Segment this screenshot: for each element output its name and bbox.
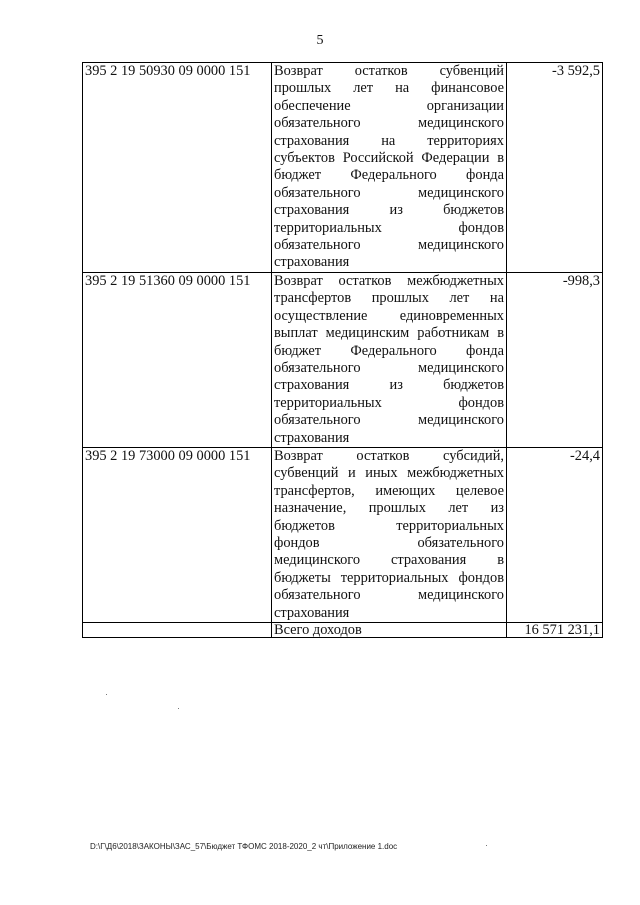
- description-line: обязательного медицинского: [274, 115, 504, 132]
- scan-speck: [486, 845, 487, 846]
- budget-code-cell: 395 2 19 73000 09 0000 151: [83, 447, 272, 622]
- description-line: страхования из бюджетов: [274, 202, 504, 219]
- budget-code-cell: 395 2 19 51360 09 0000 151: [83, 272, 272, 447]
- description-line: страхования: [274, 604, 350, 621]
- description-line: Возврат остатков субсидий,: [274, 447, 504, 464]
- description-line: прошлых лет на финансовое: [274, 80, 504, 97]
- description-cell: [272, 272, 507, 447]
- description-cell: [272, 447, 507, 622]
- description-line: бюджеты территориальных фондов: [274, 569, 504, 586]
- description-line: Возврат остатков межбюджетных: [274, 272, 504, 289]
- file-path-footer: D:\Г\Д6\2018\ЗАКОНЫ\ЗАС_57\Бюджет ТФОМС 2018-2020_2 чт\Приложение 1.doc: [90, 842, 398, 851]
- scan-speck: [178, 708, 179, 709]
- total-label: Всего доходов: [272, 623, 507, 638]
- table-row: [83, 272, 603, 447]
- description-line: обеспечение организации: [274, 97, 504, 114]
- description-line: обязательного медицинского: [274, 412, 504, 429]
- total-amount: 16 571 231,1: [507, 623, 603, 638]
- description-line: территориальных фондов: [274, 219, 504, 236]
- description-line: страхования из бюджетов: [274, 377, 504, 394]
- description-line: бюджет Федерального фонда: [274, 342, 504, 359]
- total-code-cell: [83, 623, 272, 638]
- description-line: субвенций и иных межбюджетных: [274, 465, 504, 482]
- description-cell: [272, 63, 507, 273]
- description-line: страхования: [274, 429, 350, 446]
- total-row: [83, 623, 603, 638]
- revenue-table: [82, 62, 603, 638]
- description-line: трансфертов, имеющих целевое: [274, 482, 504, 499]
- revenue-table-body: [83, 63, 603, 638]
- description-line: обязательного медицинского: [274, 184, 504, 201]
- page-number: 5: [316, 33, 324, 48]
- description-line: территориальных фондов: [274, 394, 504, 411]
- description-line: трансфертов прошлых лет на: [274, 290, 504, 307]
- budget-code-cell: 395 2 19 50930 09 0000 151: [83, 63, 272, 273]
- description-line: осуществление единовременных: [274, 307, 504, 324]
- table-row: [83, 447, 603, 622]
- description-line: обязательного медицинского: [274, 587, 504, 604]
- description-line: фондов обязательного: [274, 534, 504, 551]
- description-line: Возврат остатков субвенций: [274, 63, 504, 79]
- description-line: страхования на территориях: [274, 132, 504, 149]
- table-row: [83, 63, 603, 273]
- description-line: назначение, прошлых лет из: [274, 500, 504, 517]
- amount-cell: -24,4: [507, 447, 603, 622]
- description-line: бюджет Федерального фонда: [274, 167, 504, 184]
- amount-cell: -3 592,5: [507, 63, 603, 273]
- amount-cell: -998,3: [507, 272, 603, 447]
- description-line: субъектов Российской Федерации в: [274, 150, 504, 167]
- description-line: выплат медицинским работникам в: [274, 325, 504, 342]
- description-line: страхования: [274, 254, 350, 271]
- description-line: медицинского страхования в: [274, 552, 504, 569]
- description-line: бюджетов территориальных: [274, 517, 504, 534]
- scan-speck: [106, 694, 107, 695]
- description-line: обязательного медицинского: [274, 359, 504, 376]
- description-line: обязательного медицинского: [274, 237, 504, 254]
